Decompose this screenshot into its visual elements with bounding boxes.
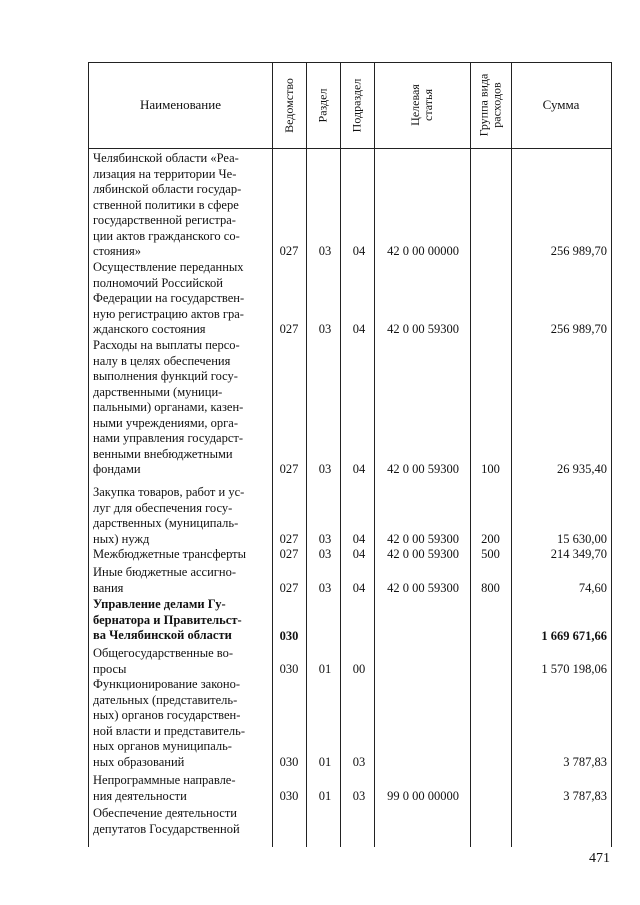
name-line: Межбюджетные трансферты [93,547,247,561]
table-row [89,260,611,338]
name-line: государственной регистра- [93,213,236,227]
cell-statya: 42 0 00 59300 [387,322,459,336]
header-name [89,62,272,148]
name-line: ных) нужд [93,531,150,546]
cell-vedomstvo: 027 [279,322,299,336]
header-summa-label: Сумма [542,97,580,112]
name-line: Обеспечение деятельности [93,806,238,820]
name-line: вания [93,580,124,595]
cell-vedomstvo: 030 [279,662,299,676]
name-line: ных органов муниципаль- [93,739,232,753]
header-vedomstvo [272,62,306,148]
name-line: лизация на территории Че- [93,166,237,181]
cell-razdel: 01 [318,755,332,769]
header-razdel-label: Раздел [315,88,330,122]
name-line: ния деятельности [93,788,187,803]
name-line: ных образований [93,754,185,769]
row-name [93,646,270,677]
table-row [89,151,611,260]
name-line: депутатов Государственной [93,821,240,836]
cell-podrazdel: 04 [352,322,366,336]
cell-gruppa: 500 [481,547,500,561]
name-line: жданского состояния [93,322,206,336]
cell-podrazdel: 03 [352,755,366,769]
name-line: Общегосударственные во- [93,646,234,660]
cell-statya: 42 0 00 59300 [387,532,459,546]
row-name [93,806,270,837]
cell-summa: 1 669 671,66 [541,629,607,643]
cell-gruppa: 800 [481,581,500,595]
cell-summa: 74,60 [578,581,607,595]
cell-vedomstvo: 027 [279,244,299,258]
name-line: дарственными (муници- [93,384,223,399]
cell-summa: 214 349,70 [550,547,607,561]
row-name [93,597,270,644]
row-name [93,565,270,596]
cell-vedomstvo: 027 [279,581,299,595]
table-row [89,485,611,547]
cell-statya: 42 0 00 59300 [387,462,459,476]
cell-podrazdel: 03 [352,789,366,803]
header-razdel [306,62,340,148]
name-line: ции актов гражданского со- [93,228,240,243]
cell-razdel: 03 [318,581,332,595]
name-line: Иные бюджетные ассигно- [93,565,237,579]
name-line: стояния» [93,244,141,258]
cell-razdel: 01 [318,789,332,803]
name-line: Челябинской области «Реа- [93,151,239,165]
cell-summa: 26 935,40 [557,462,607,476]
header-vedomstvo-label: Ведомство [281,77,296,133]
cell-summa: 1 570 198,06 [541,662,607,676]
name-line: ственной политики в сфере [93,197,239,212]
table-row-bold [89,597,611,644]
name-line: Управление делами Гу- [93,597,226,611]
header-podrazdel-label: Подраздел [349,78,364,132]
table-row [89,773,611,804]
cell-vedomstvo: 027 [279,547,299,561]
header-gruppa-line1: Группа вида [476,73,491,137]
row-name [93,773,270,804]
cell-vedomstvo: 030 [279,629,299,643]
table-row [89,547,611,563]
cell-razdel: 03 [318,547,332,561]
cell-vedomstvo: 030 [279,789,299,803]
name-line: нами управления государст- [93,431,244,445]
name-line: ными учреждениями, орга- [93,415,239,430]
page-number: 471 [589,851,610,866]
cell-vedomstvo: 027 [279,532,299,546]
budget-table [88,62,612,847]
cell-summa: 256 989,70 [550,322,607,336]
name-line: ную регистрацию актов гра- [93,306,244,321]
name-line: лябинской области государ- [93,182,242,196]
cell-razdel: 03 [318,532,332,546]
name-line: венными внебюджетными [93,446,233,461]
cell-podrazdel: 00 [352,662,366,676]
name-line: Федерации на государствен- [93,291,245,305]
name-line: Расходы на выплаты персо- [93,338,240,352]
cell-gruppa: 200 [481,532,500,546]
name-line: дарственных (муниципаль- [93,516,239,530]
table-row [89,806,611,842]
cell-podrazdel: 04 [352,244,366,258]
name-line: ва Челябинской области [93,628,232,642]
header-summa [511,62,611,148]
name-line: полномочий Российской [93,275,223,290]
cell-razdel: 03 [318,244,332,258]
header-gruppa [470,62,511,148]
row-name [93,677,270,770]
cell-summa: 3 787,83 [563,789,607,803]
name-line: Закупка товаров, работ и ус- [93,485,245,499]
header-statya-line2: статья [420,89,435,121]
cell-podrazdel: 04 [352,462,366,476]
name-line: Осуществление переданных [93,260,244,274]
row-name [93,151,270,260]
name-line: пальными) органами, казен- [93,400,244,414]
row-name [93,547,270,563]
name-line: ной власти и представитель- [93,723,246,738]
cell-podrazdel: 04 [352,581,366,595]
name-line: просы [93,661,127,676]
table-row [89,677,611,771]
name-line: ных) органов государствен- [93,708,241,722]
header-gruppa-label [478,74,504,137]
cell-gruppa: 100 [481,462,500,476]
header-gruppa-line2: расходов [489,82,504,128]
cell-podrazdel: 04 [352,547,366,561]
cell-summa: 256 989,70 [550,244,607,258]
table-row [89,646,611,677]
row-name [93,485,270,547]
name-line: дательных (представитель- [93,692,238,707]
name-line: бернатора и Правительст- [93,612,242,627]
header-name-label: Наименование [140,97,221,112]
cell-razdel: 01 [318,662,332,676]
cell-statya: 42 0 00 00000 [387,244,459,258]
header-statya-label [409,84,435,126]
table-row [89,565,611,596]
name-line: луг для обеспечения госу- [93,500,233,515]
cell-statya: 42 0 00 59300 [387,547,459,561]
name-line: выполнения функций госу- [93,369,238,383]
name-line: фондами [93,462,141,476]
cell-vedomstvo: 027 [279,462,299,476]
table-row [89,338,611,478]
name-line: налу в целях обеспечения [93,353,231,368]
header-podrazdel [340,62,374,148]
name-line: Функционирование законо- [93,677,241,691]
cell-razdel: 03 [318,322,332,336]
cell-vedomstvo: 030 [279,755,299,769]
header-statya-line1: Целевая [407,84,422,126]
name-line: Непрограммные направле- [93,773,236,787]
cell-summa: 3 787,83 [563,755,607,769]
cell-razdel: 03 [318,462,332,476]
cell-statya: 99 0 00 00000 [387,789,459,803]
row-name [93,260,270,338]
cell-summa: 15 630,00 [557,532,607,546]
cell-podrazdel: 04 [352,532,366,546]
header-bottom-border [89,148,611,149]
cell-statya: 42 0 00 59300 [387,581,459,595]
header-statya [374,62,470,148]
row-name [93,338,270,478]
